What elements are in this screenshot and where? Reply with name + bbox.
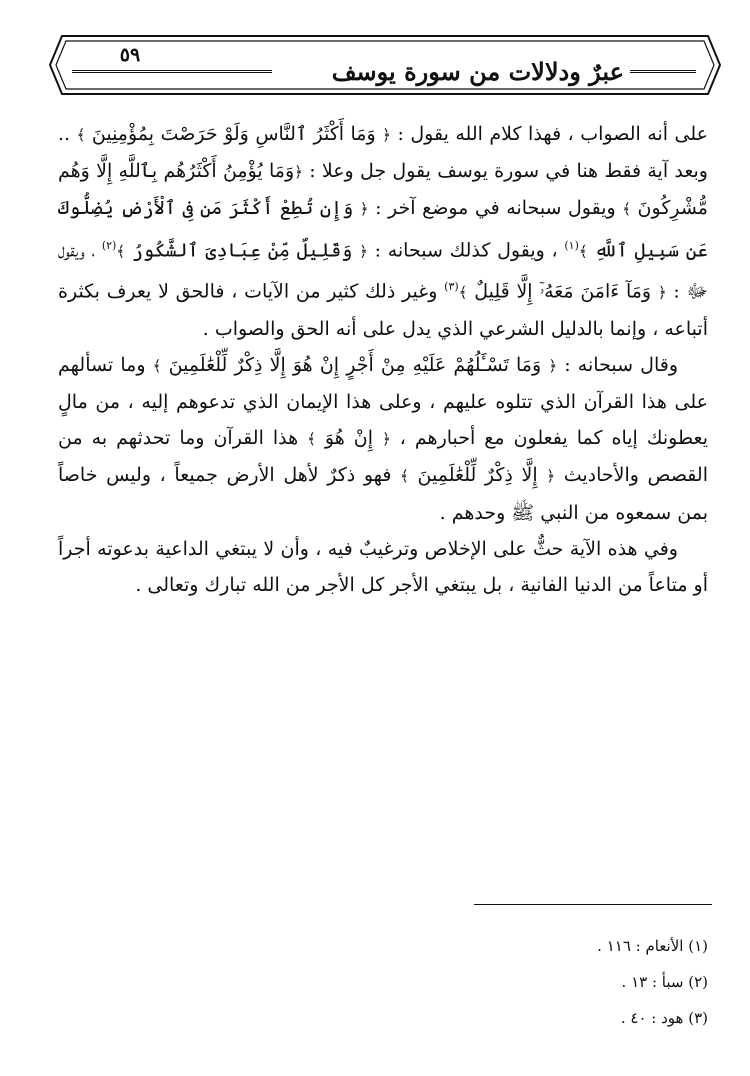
verse-bracket: ﴾: [152, 356, 162, 375]
quran-verse: وَمَا يُؤْمِنُ أَكْثَرُهُم بِٱللَّهِ إِلَّا وَهُم مُّشْرِكُونَ: [58, 160, 708, 220]
text-run: فهو ذكرٌ لأهل الأرض جميعاً ، وليس خاصاً بمن سمعوه من النبي ﷺ وحدهم .: [58, 464, 708, 524]
footnote-item: (٢) سبأ : ١٣ .: [621, 973, 708, 991]
text-run: وغير ذلك كثير من الآيات ، فالحق لا يعرف بكثرة أتباعه ، وإنما بالدليل الشرعي الذي يدل على أنه الحق والصواب .: [58, 280, 708, 340]
quran-verse: وَإِن تُطِعْ أَكْثَرَ مَن فِى ٱلْأَرْضِ يُضِلُّوكَ عَن سَبِيلِ ٱللَّهِ: [58, 197, 708, 261]
footnote-ref: (٣): [444, 280, 459, 294]
footnotes: [448, 928, 708, 1036]
footnote-item: (١) الأنعام : ١١٦ .: [597, 937, 708, 955]
text-run: .. وبعد آية فقط هنا في سورة يوسف يقول جل وعلا :: [58, 123, 708, 183]
verse-bracket: ﴿: [546, 467, 556, 486]
verse-bracket: ﴿: [359, 200, 369, 219]
verse-bracket: ﴿: [359, 241, 368, 260]
text-run: على أنه الصواب ، فهذا كلام الله يقول :: [390, 123, 709, 145]
text-run: وفي هذه الآية حثٌّ على الإخلاص وترغيبٌ فيه ، وأن لا يبتغي الداعية بدعوته أجراً أو متاعاً من الدنيا الفانية ، بل يبتغي الأجر كل الأجر من الله تبارك وتعالى .: [58, 537, 708, 597]
verse-bracket: ﴾: [400, 467, 409, 486]
verse-bracket: ﴾: [116, 241, 126, 260]
verse-bracket: ﴾: [578, 241, 588, 260]
verse-bracket: ﴾: [307, 430, 316, 449]
text-run: وقال سبحانه :: [557, 353, 678, 376]
paragraph: [58, 347, 708, 531]
verse-bracket: ﴿: [657, 283, 667, 302]
text-run: ويقول سبحانه في موضع آخر :: [368, 197, 623, 220]
quran-verse: وَمَا تَسْـَٔلُهُمْ عَلَيْهِ مِنْ أَجْرٍ إِنْ هُوَ إِلَّا ذِكْرٌ لِّلْعَٰلَمِينَ: [161, 353, 549, 376]
footnote-divider: [474, 904, 712, 905]
quran-verse: وَمَآ ءَامَنَ مَعَهُۥٓ إِلَّا قَلِيلٌ: [467, 280, 658, 303]
text-run: ، ويقول كذلك سبحانه :: [367, 238, 565, 261]
verse-bracket: ﴾: [76, 126, 86, 144]
paragraph: [58, 531, 708, 603]
verse-bracket: ﴿: [294, 163, 303, 182]
paragraph: [58, 116, 708, 347]
header-rule-left: [72, 70, 272, 73]
body-text: [58, 116, 708, 603]
text-run: ، ويقول ﷻ :: [58, 238, 708, 303]
page-number: ٥٩: [119, 44, 141, 66]
footnote-ref: (٢): [101, 238, 117, 252]
verse-bracket: ﴿: [382, 126, 391, 144]
verse-bracket: ﴿: [548, 356, 558, 375]
quran-verse: إِلَّا ذِكْرٌ لِّلْعَٰلَمِينَ: [408, 464, 547, 487]
text-run: وما تسألهم على هذا القرآن الذي تتلوه عليهم ، وعلى هذا الإيمان الذي تدعوهم إليه ، من مالٍ يعطونك إياه كما يفعلون مع أحبارهم ،: [58, 353, 708, 450]
quran-verse: وَمَا أَكْثَرُ ٱلنَّاسِ وَلَوْ حَرَصْتَ بِمُؤْمِنِينَ: [85, 123, 383, 145]
footnote-ref: (١): [564, 238, 579, 252]
verse-bracket: ﴾: [622, 200, 632, 219]
verse-bracket: ﴾: [458, 283, 468, 302]
quran-verse: إِنْ هُوَ: [315, 427, 382, 450]
text-run: هذا القرآن وما تحدثهم به من القصص والأحاديث: [58, 427, 708, 487]
footnote-item: (٣) هود : ٤٠ .: [620, 1009, 708, 1027]
verse-bracket: ﴿: [381, 430, 391, 449]
quran-verse: وَقَلِيلٌ مِّنْ عِبَادِىَ ٱلشَّكُورُ: [125, 238, 360, 261]
page-title: عبرٌ ودلالات من سورة يوسف: [326, 57, 630, 86]
